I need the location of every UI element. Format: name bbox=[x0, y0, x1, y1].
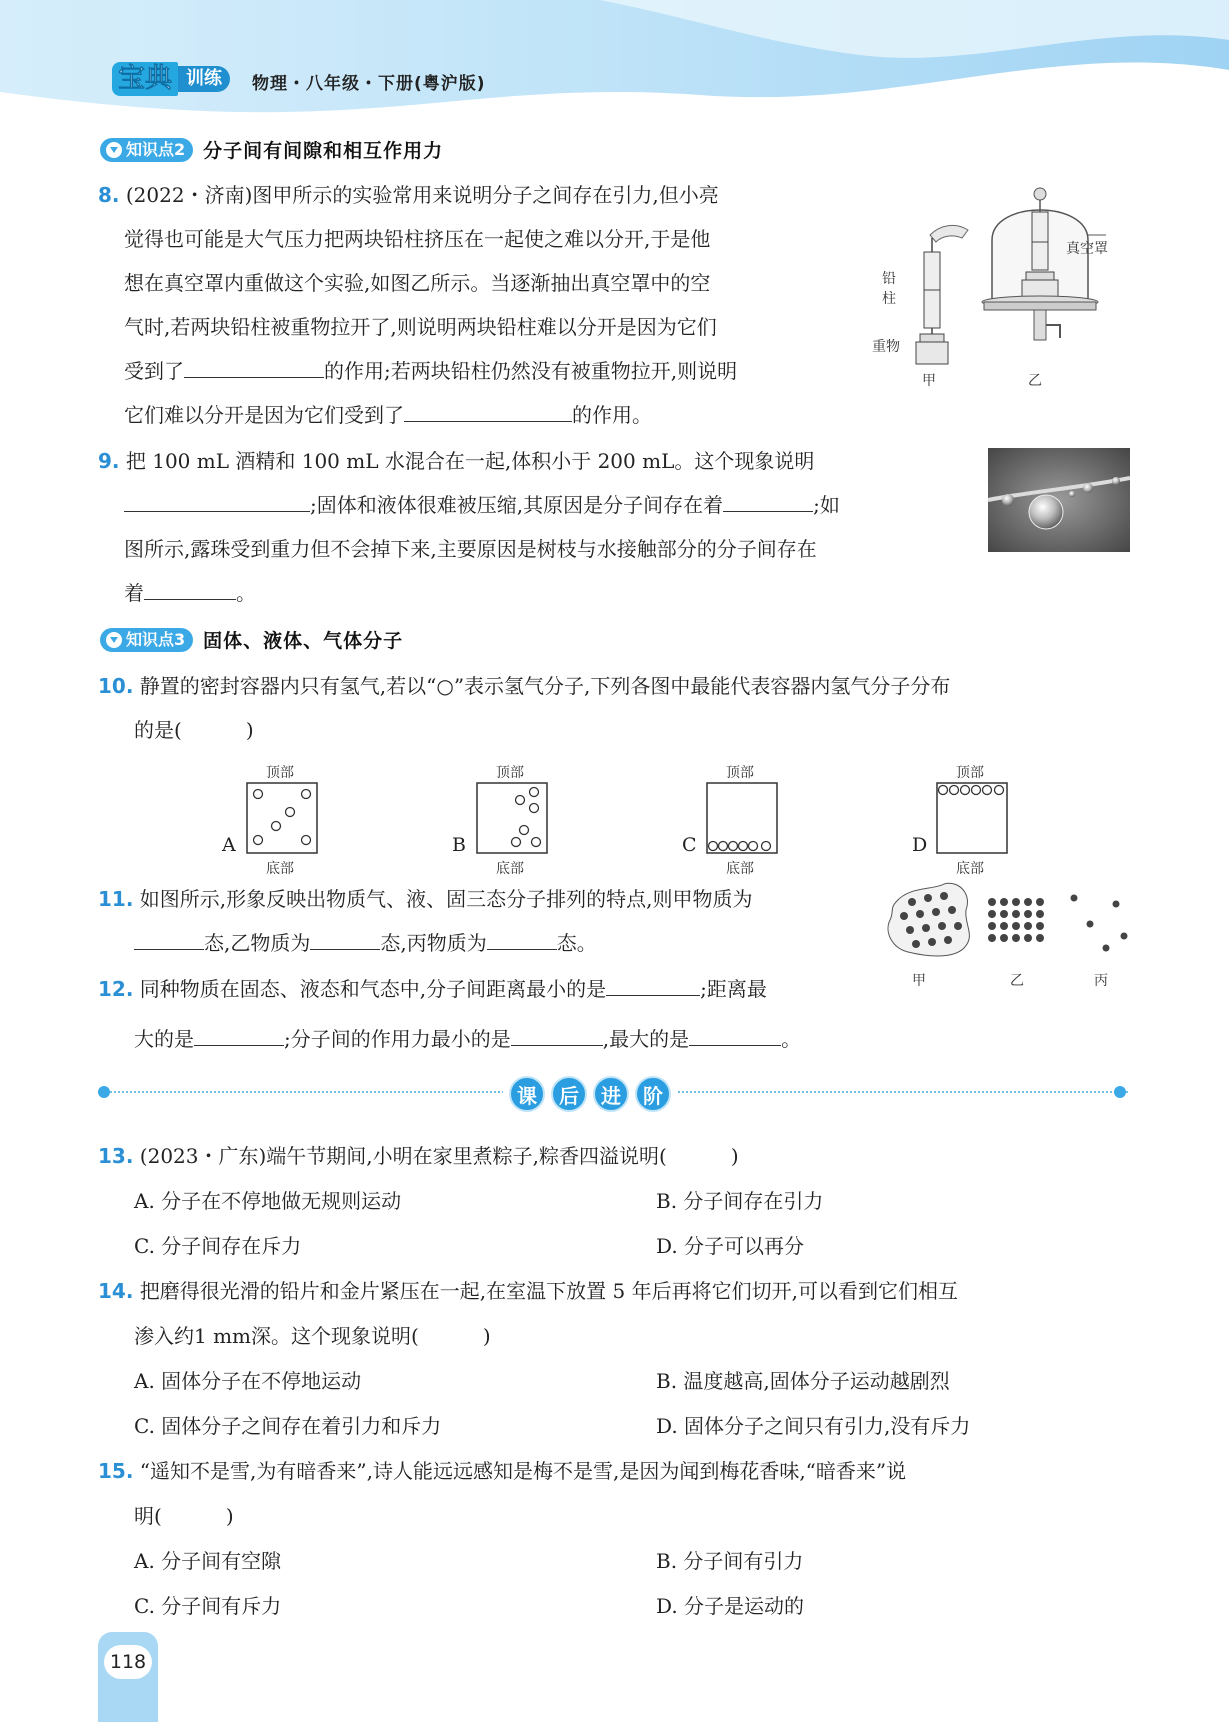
q13-text: ) bbox=[730, 1144, 739, 1168]
option-b-letter[interactable]: B bbox=[452, 834, 466, 856]
q15-text: “遥知不是雪,为有暗香来”,诗人能远远感知是梅不是雪,是因为闻到梅花香味,“暗香来”说 bbox=[139, 1459, 907, 1483]
q12-text: 。 bbox=[781, 1027, 802, 1051]
box-bottom-label: 底部 bbox=[496, 861, 524, 877]
q9-text: 。 bbox=[236, 581, 256, 605]
option-c-box bbox=[706, 782, 778, 854]
q8-line-1 bbox=[98, 180, 719, 210]
answer-blank[interactable] bbox=[689, 1024, 781, 1046]
q13-stem bbox=[98, 1141, 739, 1171]
box-top-label: 顶部 bbox=[956, 765, 984, 781]
question-number: 10. bbox=[98, 674, 134, 698]
tag-label: 知识点3 bbox=[126, 629, 186, 649]
box-top-label: 顶部 bbox=[726, 765, 754, 781]
q9-text: 着 bbox=[124, 581, 144, 605]
q14-line-2 bbox=[134, 1321, 491, 1351]
q8-text: 受到了 bbox=[124, 359, 184, 383]
answer-blank[interactable] bbox=[723, 490, 813, 512]
lead-cylinder-figure bbox=[870, 180, 1130, 390]
label-lead: 铅 bbox=[882, 271, 896, 287]
q9-text: 把 100 mL 酒精和 100 mL 水混合在一起,体积小于 200 mL。这个现象说明 bbox=[125, 449, 815, 473]
page-number: 118 bbox=[104, 1645, 152, 1679]
question-number: 11. bbox=[98, 887, 134, 911]
knowledge-point-title: 固体、液体、气体分子 bbox=[203, 630, 404, 652]
brand-sub: 训练 bbox=[178, 66, 230, 92]
question-number: 14. bbox=[98, 1279, 134, 1303]
q9-line-3: 图所示,露珠受到重力但不会掉下来,主要原因是树枝与水接触部分的分子间存在 bbox=[124, 537, 817, 561]
q11-text: 态。 bbox=[556, 931, 597, 955]
divider-dot-right bbox=[1114, 1086, 1126, 1098]
answer-blank[interactable] bbox=[511, 1024, 603, 1046]
answer-blank[interactable] bbox=[194, 1024, 284, 1046]
q14-text: 渗入约1 mm深。这个现象说明( bbox=[134, 1324, 419, 1348]
q12-line-2 bbox=[134, 1024, 801, 1054]
question-number: 9. bbox=[98, 449, 120, 473]
q15-text: ) bbox=[225, 1504, 234, 1528]
knowledge-point-tag bbox=[100, 138, 193, 162]
q11-text: 如图所示,形象反映出物质气、液、固三态分子排列的特点,则甲物质为 bbox=[139, 887, 753, 911]
brand-main: 宝典 bbox=[112, 62, 178, 96]
q15-line-1 bbox=[98, 1456, 906, 1486]
q12-text: 同种物质在固态、液态和气态中,分子间距离最小的是 bbox=[139, 977, 607, 1001]
option-d-box bbox=[936, 782, 1008, 854]
dew-drop-photo bbox=[988, 448, 1130, 552]
answer-blank[interactable] bbox=[404, 400, 572, 422]
q11-text: 态,乙物质为 bbox=[204, 931, 311, 955]
q12-text: ;距离最 bbox=[700, 977, 767, 1001]
q10-text: ) bbox=[245, 718, 254, 742]
box-bottom-label: 底部 bbox=[726, 861, 754, 877]
q9-line-2 bbox=[124, 490, 840, 520]
q13-option-c[interactable]: C. 分子间存在斥力 bbox=[134, 1234, 302, 1258]
q15-text: 明( bbox=[134, 1504, 162, 1528]
header-banner bbox=[0, 0, 1229, 120]
question-number: 15. bbox=[98, 1459, 134, 1483]
q15-option-c[interactable]: C. 分子间有斥力 bbox=[134, 1594, 282, 1618]
book-title: 物理・八年级・下册(粤沪版) bbox=[252, 74, 486, 94]
question-number: 8. bbox=[98, 183, 120, 207]
q14-option-b[interactable]: B. 温度越高,固体分子运动越剧烈 bbox=[656, 1369, 950, 1393]
q9-line-4 bbox=[124, 578, 256, 608]
option-d-letter[interactable]: D bbox=[912, 834, 928, 856]
tag-label: 知识点2 bbox=[126, 139, 186, 159]
q8-text: 它们难以分开是因为它们受到了 bbox=[124, 403, 404, 427]
q13-option-b[interactable]: B. 分子间存在引力 bbox=[656, 1189, 824, 1213]
q8-text: 的作用;若两块铅柱仍然没有被重物拉开,则说明 bbox=[324, 359, 738, 383]
knowledge-point-tag bbox=[100, 628, 193, 652]
box-top-label: 顶部 bbox=[266, 765, 294, 781]
knowledge-point-2-heading bbox=[100, 136, 443, 163]
option-b-box bbox=[476, 782, 548, 854]
q9-line-1 bbox=[98, 446, 814, 476]
label-bing: 丙 bbox=[1094, 973, 1108, 989]
q14-line-1 bbox=[98, 1276, 958, 1306]
q12-text: ,最大的是 bbox=[602, 1027, 690, 1051]
q8-line-2: 觉得也可能是大气压力把两块铅柱挤压在一起使之难以分开,于是他 bbox=[124, 227, 711, 251]
q15-line-2 bbox=[134, 1501, 234, 1531]
label-yi: 乙 bbox=[1010, 973, 1024, 989]
answer-blank[interactable] bbox=[144, 578, 236, 600]
q13-text: (2023・广东)端午节期间,小明在家里煮粽子,粽香四溢说明( bbox=[139, 1144, 667, 1168]
answer-blank[interactable] bbox=[134, 928, 204, 950]
label-yi: 乙 bbox=[1028, 373, 1042, 389]
box-bottom-label: 底部 bbox=[956, 861, 984, 877]
q8-line-6 bbox=[124, 400, 652, 430]
label-column: 柱 bbox=[882, 291, 896, 307]
q14-option-c[interactable]: C. 固体分子之间存在着引力和斥力 bbox=[134, 1414, 442, 1438]
answer-blank[interactable] bbox=[310, 928, 380, 950]
q9-text: ;如 bbox=[813, 493, 840, 517]
option-c-letter[interactable]: C bbox=[682, 834, 697, 856]
q12-text: ;分子间的作用力最小的是 bbox=[284, 1027, 511, 1051]
box-bottom-label: 底部 bbox=[266, 861, 294, 877]
q10-line-1 bbox=[98, 671, 950, 701]
triangle-icon bbox=[106, 142, 122, 158]
knowledge-point-3-heading bbox=[100, 626, 403, 653]
label-jia: 甲 bbox=[912, 973, 926, 989]
knowledge-point-title: 分子间有间隙和相互作用力 bbox=[203, 140, 444, 162]
section-badge: 阶 bbox=[635, 1076, 671, 1112]
q8-line-3: 想在真空罩内重做这个实验,如图乙所示。当逐渐抽出真空罩中的空 bbox=[124, 271, 711, 295]
section-badge: 后 bbox=[551, 1076, 587, 1112]
q12-text: 大的是 bbox=[134, 1027, 194, 1051]
q8-text-1: (2022・济南)图甲所示的实验常用来说明分子之间存在引力,但小亮 bbox=[125, 183, 719, 207]
q11-text: 态,丙物质为 bbox=[380, 931, 487, 955]
q8-line-4: 气时,若两块铅柱被重物拉开了,则说明两块铅柱难以分开是因为它们 bbox=[124, 315, 717, 339]
q13-option-a[interactable]: A. 分子在不停地做无规则运动 bbox=[134, 1189, 402, 1213]
q14-option-a[interactable]: A. 固体分子在不停地运动 bbox=[134, 1369, 362, 1393]
q13-option-d[interactable]: D. 分子可以再分 bbox=[656, 1234, 805, 1258]
divider-dot-left bbox=[98, 1086, 110, 1098]
q15-option-d[interactable]: D. 分子是运动的 bbox=[656, 1594, 805, 1618]
q8-line-5 bbox=[124, 356, 737, 386]
option-a-box bbox=[246, 782, 318, 854]
q10-text: 静置的密封容器内只有氢气,若以“○”表示氢气分子,下列各图中最能代表容器内氢气分子分布 bbox=[139, 674, 951, 698]
label-vacuum-jar: 真空罩 bbox=[1066, 241, 1108, 257]
section-badge: 课 bbox=[509, 1076, 545, 1112]
label-jia: 甲 bbox=[922, 373, 936, 389]
question-number: 12. bbox=[98, 977, 134, 1001]
q14-text: ) bbox=[482, 1324, 491, 1348]
answer-blank[interactable] bbox=[606, 974, 700, 996]
q9-text: ;固体和液体很难被压缩,其原因是分子间存在着 bbox=[310, 493, 724, 517]
answer-blank[interactable] bbox=[124, 490, 310, 512]
option-a-letter[interactable]: A bbox=[222, 834, 236, 856]
q15-option-b[interactable]: B. 分子间有引力 bbox=[656, 1549, 804, 1573]
label-weight: 重物 bbox=[872, 339, 900, 355]
q14-text: 把磨得很光滑的铅片和金片紧压在一起,在室温下放置 5 年后再将它们切开,可以看到它们相互 bbox=[139, 1279, 958, 1303]
box-top-label: 顶部 bbox=[496, 765, 524, 781]
question-number: 13. bbox=[98, 1144, 134, 1168]
triangle-icon bbox=[106, 632, 122, 648]
q8-text: 的作用。 bbox=[572, 403, 652, 427]
answer-blank[interactable] bbox=[487, 928, 557, 950]
q10-line-2 bbox=[134, 715, 254, 745]
answer-blank[interactable] bbox=[184, 356, 324, 378]
q11-line-2 bbox=[134, 928, 597, 958]
q11-line-1 bbox=[98, 884, 753, 914]
brand-logo bbox=[112, 62, 230, 96]
q12-line-1 bbox=[98, 974, 767, 1004]
q10-text: 的是( bbox=[134, 718, 182, 742]
q14-option-d[interactable]: D. 固体分子之间只有引力,没有斥力 bbox=[656, 1414, 971, 1438]
three-states-figure bbox=[884, 880, 1134, 970]
q15-option-a[interactable]: A. 分子间有空隙 bbox=[134, 1549, 282, 1573]
section-badge: 进 bbox=[593, 1076, 629, 1112]
section-title-after-class bbox=[503, 1076, 677, 1112]
